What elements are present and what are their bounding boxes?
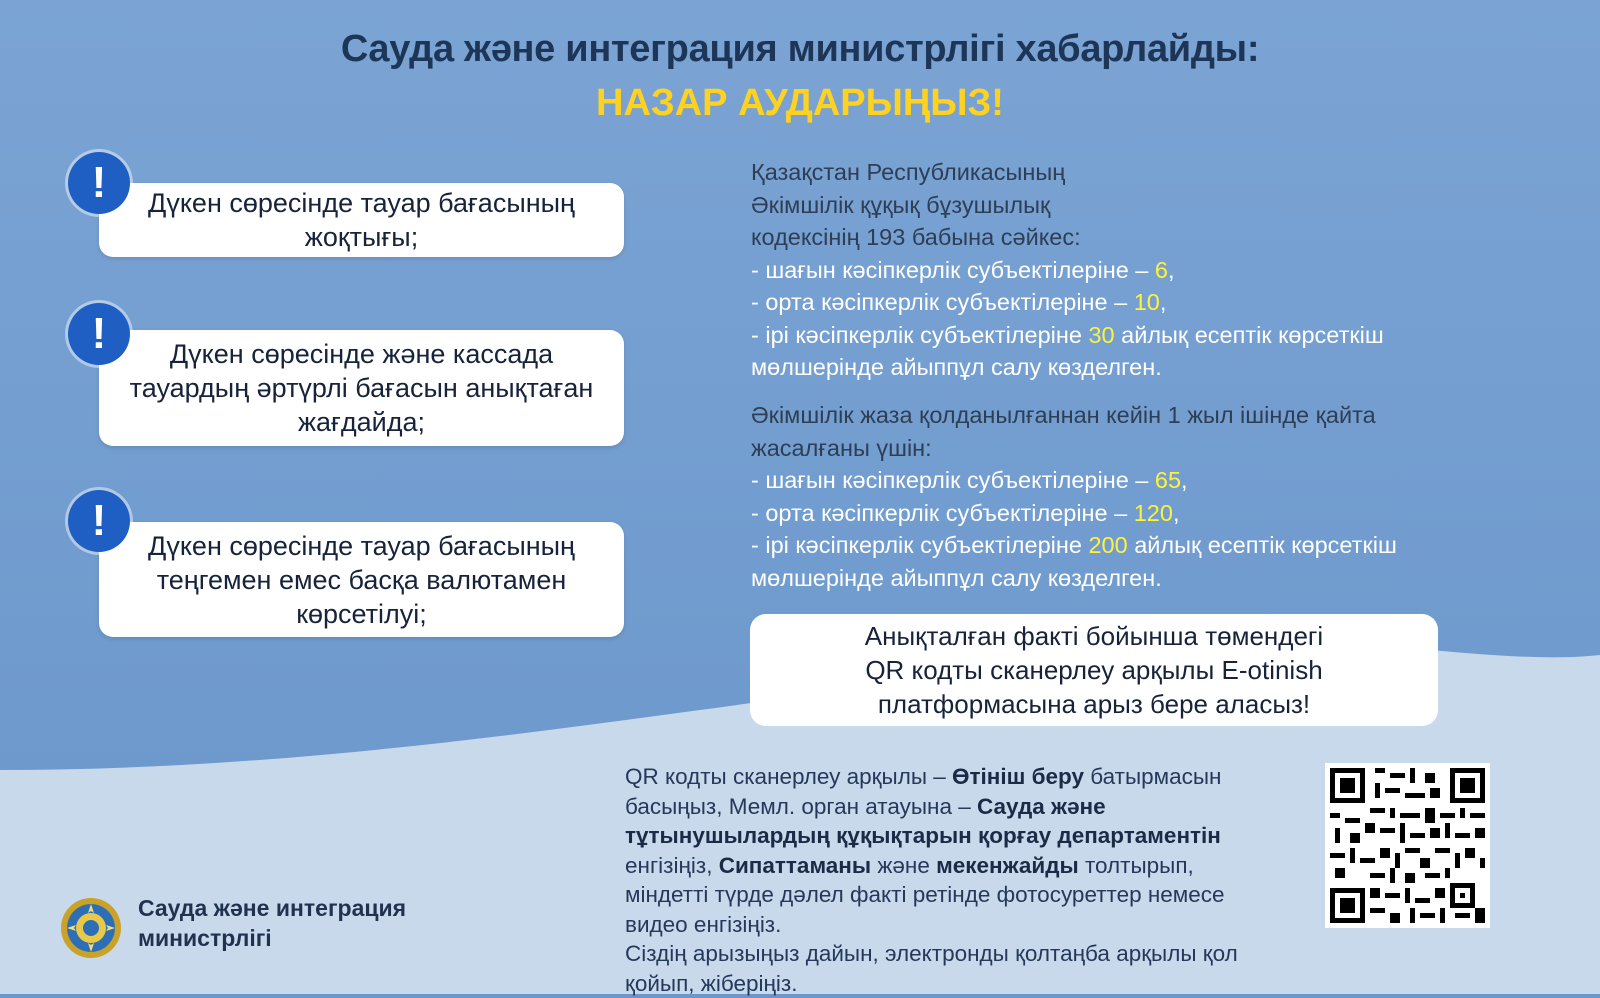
penalties-first <box>751 156 1511 384</box>
penalty-small: - шағын кәсіпкерлік субъектілеріне – 65, <box>751 467 1188 493</box>
exclamation-icon: ! <box>68 152 130 214</box>
penalty-value: 200 <box>1088 532 1128 558</box>
repeat-intro: жасалғаны үшін: <box>751 434 932 461</box>
qr-notice-line: Анықталған факті бойынша төмендегі <box>864 621 1324 651</box>
law-intro: кодексінің 193 бабына сәйкес: <box>751 224 1081 250</box>
violation-card-1 <box>99 183 624 257</box>
penalty-value: 6 <box>1154 256 1168 283</box>
state-emblem-icon <box>60 897 122 959</box>
law-intro: Әкімшілік құқық бұзушылық <box>751 191 1051 218</box>
penalty-large: - ірі кәсіпкерлік субъектілеріне 200 айлық есептік көрсеткіш <box>751 532 1397 558</box>
penalty-medium: - орта кәсіпкерлік субъектілеріне – 120, <box>751 499 1180 526</box>
instructions: QR кодты сканерлеу арқылы – Өтініш беру батырмасын басыңыз, Мемл. орган атауына – Сауда және тұтынушылардың құқықтарын қорғау департаментін енгізіңіз, Сипаттаманы және мекенжайды толтырып, міндетті түрде дәлел факті ретінде фотосуреттер немесе видео енгізіңіз. Сіздің арызыңыз дайын, электронды қолтаңба арқылы қол қойып, жіберіңіз. <box>625 764 1238 996</box>
violation-text: Дүкен сөресінде және кассада тауардың әртүрлі бағасын анықтаған жағдайда; <box>129 339 594 437</box>
violation-text: Дүкен сөресінде тауар бағасының жоқтығы; <box>148 188 575 252</box>
penalty-value: 30 <box>1088 321 1115 348</box>
exclamation-icon: ! <box>68 490 130 552</box>
page-title: Сауда және интеграция министрлігі хабарлайды: <box>340 28 1260 70</box>
violation-text: Дүкен сөресінде тауар бағасының теңгемен емес басқа валютамен көрсетілуі; <box>148 530 575 629</box>
penalty-value: 65 <box>1154 467 1182 493</box>
penalty-medium: - орта кәсіпкерлік субъектілеріне – 10, <box>751 289 1167 315</box>
law-intro: Қазақстан Республикасының <box>751 159 1066 185</box>
penalty-large: - ірі кәсіпкерлік субъектілеріне 30 айлық есептік көрсеткіш <box>751 321 1384 348</box>
penalty-value: 10 <box>1133 289 1160 315</box>
qr-notice-line: платформасына арыз бере аласыз! <box>877 689 1311 719</box>
violation-card-3 <box>99 522 624 637</box>
exclamation-icon: ! <box>68 303 130 365</box>
repeat-intro: Әкімшілік жаза қолданылғаннан кейін 1 жыл ішінде қайта <box>751 402 1376 428</box>
qr-notice-line: QR кодты сканерлеу арқылы E-otinish <box>865 655 1323 685</box>
penalty-closing: мөлшерінде айыппұл салу көзделген. <box>751 354 1162 380</box>
ministry-name: Сауда және интеграция министрлігі <box>138 895 407 951</box>
penalty-closing: мөлшерінде айыппұл салу көзделген. <box>751 564 1162 591</box>
alert-title: НАЗАР АУДАРЫҢЫЗ! <box>596 82 1004 124</box>
penalty-small: - шағын кәсіпкерлік субъектілеріне – 6, <box>751 256 1175 283</box>
violation-card-2 <box>99 330 624 446</box>
qr-notice-box <box>750 614 1438 726</box>
penalties-repeat <box>751 399 1511 594</box>
penalty-value: 120 <box>1133 499 1173 526</box>
qr-code-icon[interactable] <box>1325 763 1490 928</box>
